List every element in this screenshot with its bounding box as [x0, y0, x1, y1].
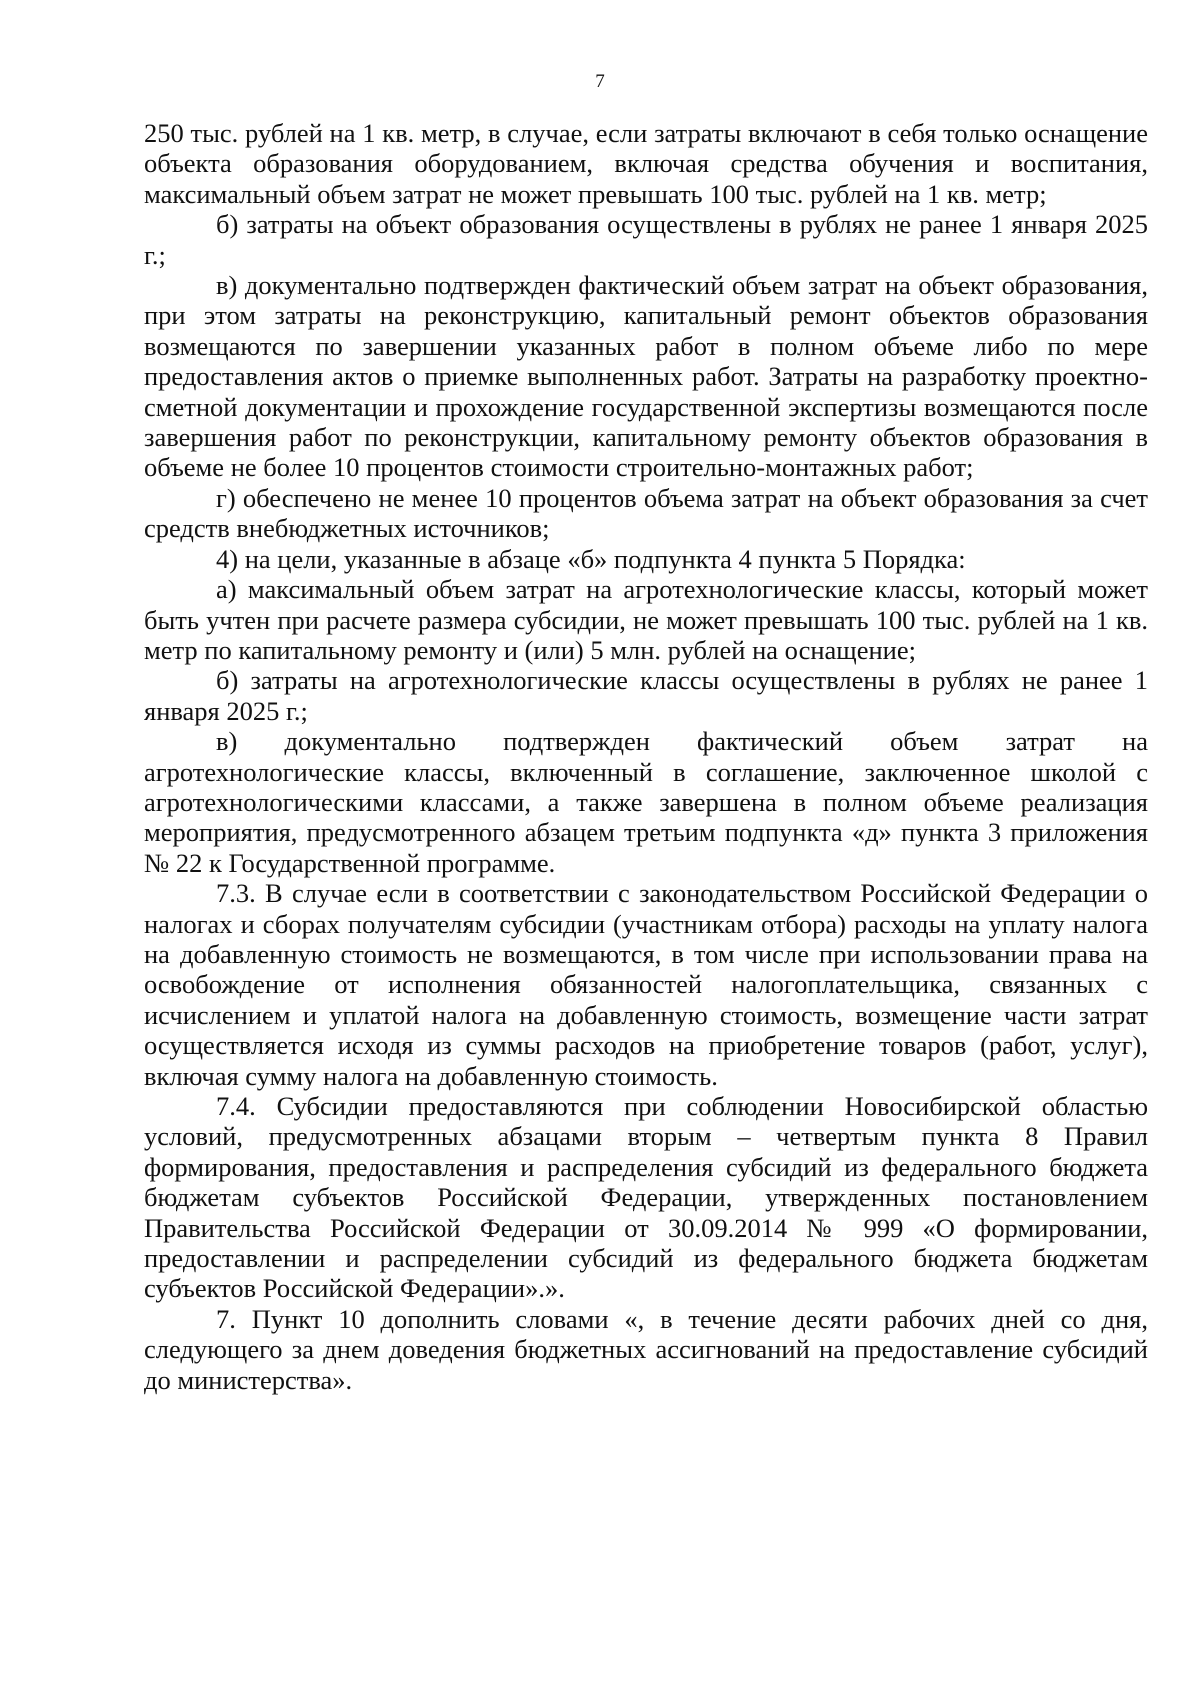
paragraph-7-clause-10: 7. Пункт 10 дополнить словами «, в течение десяти рабочих дней со дня, следующего за днем доведения бюджетных ассигнований на предоставление субсидий до министерства».: [144, 1303, 1148, 1395]
page-number: 7: [595, 71, 605, 92]
paragraph-item-b-agro-date: б) затраты на агротехнологические классы осуществлены в рублях не ранее 1 января 2025 г.;: [144, 665, 1148, 726]
paragraph-item-b-date: б) затраты на объект образования осуществлены в рублях не ранее 1 января 2025 г.;: [144, 209, 1148, 270]
paragraph-7-3-vat: 7.3. В случае если в соответствии с законодательством Российской Федерации о налогах и сборах получателям субсидии (участникам отбора) расходы на уплату налога на добавленную стоимость не возмещаются, в том числе при использовании права на освобождение от исполнения обязанностей налогоплательщика, связанных с исчислением и уплатой налога на добавленную стоимость, возмещение части затрат осуществляется исходя из суммы расходов на приобретение товаров (работ, услуг), включая сумму налога на добавленную стоимость.: [144, 878, 1148, 1091]
paragraph-item-v-costs-confirmed: в) документально подтвержден фактический объем затрат на объект образования, при этом затраты на реконструкцию, капитальный ремонт объектов образования возмещаются по завершении указанных работ в полном объеме либо по мере предоставления актов о приемке выполненных работ. Затраты на разработку проектно-сметной документации и прохождение государственной экспертизы возмещаются после завершения работ по реконструкции, капитальному ремонту объектов образования в объеме не более 10 процентов стоимости строительно-монтажных работ;: [144, 270, 1148, 483]
document-body: [144, 118, 1148, 1395]
paragraph-7-4-conditions: 7.4. Субсидии предоставляются при соблюдении Новосибирской областью условий, предусмотренных абзацами вторым – четвертым пункта 8 Правил формирования, предоставления и распределения субсидий из федерального бюджета бюджетам субъектов Российской Федерации, утвержденных постановлением Правительства Российской Федерации от 30.09.2014 № 999 «О формировании, предоставлении и распределении субсидий из федерального бюджета бюджетам субъектов Российской Федерации».».: [144, 1091, 1148, 1304]
paragraph-continuation: 250 тыс. рублей на 1 кв. метр, в случае, если затраты включают в себя только оснащение объекта образования оборудованием, включая средства обучения и воспитания, максимальный объем затрат не может превышать 100 тыс. рублей на 1 кв. метр;: [144, 118, 1148, 209]
paragraph-subitem-4: 4) на цели, указанные в абзаце «б» подпункта 4 пункта 5 Порядка:: [216, 543, 966, 574]
paragraph-item-a-max-costs: а) максимальный объем затрат на агротехнологические классы, который может быть учтен при расчете размера субсидии, не может превышать 100 тыс. рублей на 1 кв. метр по капитальному ремонту и (или) 5 млн. рублей на оснащение;: [144, 574, 1148, 665]
paragraph-item-v-agro-confirmed: в) документально подтвержден фактический объем затрат на агротехнологические классы, включенный в соглашение, заключенное школой с агротехнологическими классами, а также завершена в полном объеме реализация мероприятия, предусмотренного абзацем третьим подпункта «д» пункта 3 приложения № 22 к Государственной программе.: [144, 726, 1148, 878]
paragraph-item-g-extrabudgetary: г) обеспечено не менее 10 процентов объема затрат на объект образования за счет средств внебюджетных источников;: [144, 482, 1148, 544]
